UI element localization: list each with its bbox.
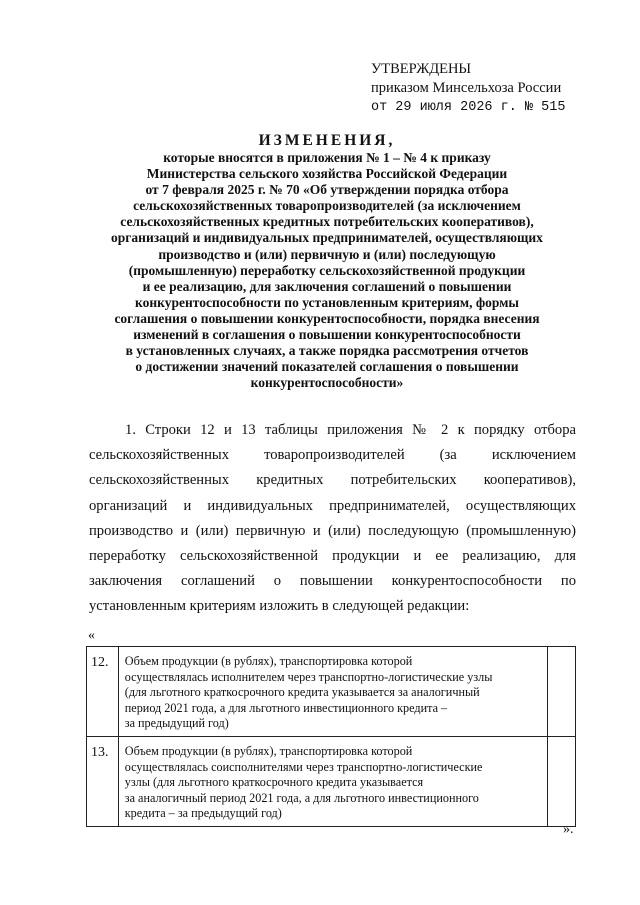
- row-value-cell: [547, 647, 575, 737]
- table-row: [87, 647, 576, 737]
- row-value-cell: [547, 736, 575, 826]
- opening-quote: «: [88, 628, 95, 643]
- approval-date-line: от 29 июля 2026 г. № 515: [371, 100, 566, 115]
- row-description: Объем продукции (в рублях), транспортировка которой осуществлялась соисполнителями через транспортно-логистические узлы (для льготного краткосрочного кредита указывается за аналогичный период 2021 года, а для льготного инвестиционного кредита – за предыдущий год): [118, 736, 547, 826]
- document-subtitle: которые вносятся в приложения № 1 – № 4 к приказу Министерства сельского хозяйства Российской Федерации от 7 февраля 2025 г. № 70 «Об утверждении порядка отбора сельскохозяйственных товаропроизводителей (за исключением сельскохозяйственных кредитных потребительских кооперативов), организаций и индивидуальных предпринимателей, осуществляющих производство и (или) первичную и (или) последующую (промышленную) переработку сельскохозяйственной продукции и ее реализацию, для заключения соглашений о повышении конкурентоспособности по установленным критериям, формы соглашения о повышении конкурентоспособности, порядка внесения изменений в соглашения о повышении конкурентоспособности в установленных случаях, а также порядка рассмотрения отчетов о достижении значений показателей соглашения о повышении конкурентоспособности»: [111, 150, 543, 391]
- body-paragraph: 1. Строки 12 и 13 таблицы приложения № 2 к порядку отбора сельскохозяйственных товаропроизводителей (за исключением сельскохозяйственных кредитных потребительских кооперативов), организаций и индивидуальных предпринимателей, осуществляющих производство и (или) первичную и (или) последующую (промышленную) переработку сельскохозяйственной продукции и ее реализацию, для заключения соглашений о повышении конкурентоспособности по установленным критериям изложить в следующей редакции:: [89, 422, 576, 615]
- row-number: 12.: [87, 647, 119, 737]
- row-number: 13.: [87, 736, 119, 826]
- approval-order-line: приказом Минсельхоза России: [371, 80, 562, 96]
- table-row: [87, 736, 576, 826]
- amendment-table: [86, 646, 576, 827]
- row-description: Объем продукции (в рублях), транспортировка которой осуществлялась исполнителем через транспортно-логистические узлы (для льготного краткосрочного кредита указывается за аналогичный период 2021 года, а для льготного инвестиционного кредита – за предыдущий год): [118, 647, 547, 737]
- closing-quote: ».: [563, 822, 574, 837]
- approval-heading: УТВЕРЖДЕНЫ: [371, 61, 472, 77]
- document-title: ИЗМЕНЕНИЯ,: [258, 132, 396, 149]
- title-block: [80, 132, 574, 391]
- approval-stamp: [371, 60, 565, 117]
